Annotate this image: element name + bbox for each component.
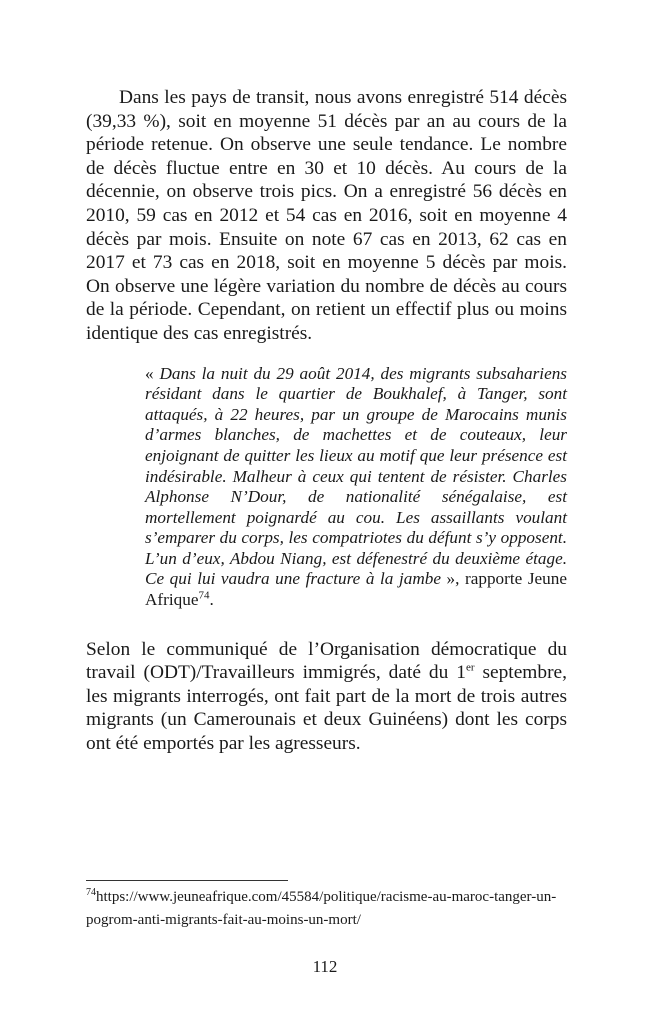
quote-attribution: », rapporte Jeune Afrique <box>145 569 567 610</box>
block-quote <box>145 364 567 611</box>
paragraph-odt-communique <box>86 638 567 756</box>
footnote <box>86 886 567 932</box>
paragraph-transit-deaths: Dans les pays de transit, nous avons enregistré 514 décès (39,33 %), soit en moyenne 51 décès par an au cours de la période retenue. On observe une seule tendance. Le nombre de décès fluctue entre en 30 et 10 décès. Au cours de la décennie, on observe trois pics. On a enregistré 56 décès en 2010, 59 cas en 2012 et 54 cas en 2016, soit en moyenne 4 décès par mois. Ensuite on note 67 cas en 2013, 62 cas en 2017 et 73 cas en 2018, soit en moyenne 5 décès par mois. On observe une légère variation du nombre de décès au cours de la période. Cependant, on retient un effectif plus ou moins identique des cas enregistrés. <box>86 87 567 344</box>
quote-open-mark: « <box>145 363 160 383</box>
page-body <box>86 86 567 756</box>
footnote-divider <box>86 880 288 881</box>
page-number: 112 <box>312 957 338 976</box>
footnote-reference[interactable]: 74 <box>198 589 210 602</box>
paragraph2-text-end: septembre, les migrants interrogés, ont fait part de la mort de trois autres migrants (un Camerounais et deux Guinéens) dont les corps ont été emportés par les agresseurs. <box>86 662 567 755</box>
quote-italic-text: Dans la nuit du 29 août 2014, des migrants subsahariens résidant dans le quartier de Boukhalef, à Tanger, sont attaqués, à 22 heures, par un groupe de Marocains munis d’armes blanches, de machettes et de couteaux, leur enjoignant de quitter les lieux au motif que leur présence est indésirable. Malheur à ceux qui tentent de résister. Charles Alphonse N’Dour, de nationalité sénégalaise, est mortellement poignardé au cou. Les assaillants voulant s’emparer du corps, les compatriotes du défunt s’y opposent. L’un d’eux, Abdou Niang, est défenestré du deuxième étage. Ce qui lui vaudra une fracture à la jambe <box>145 363 567 589</box>
paragraph2-text-start: Selon le communiqué de l’Organisation démocratique du travail (ODT)/Travailleurs immigrés, daté du 1 <box>86 638 567 684</box>
footnote-number: 74 <box>86 887 96 898</box>
quote-end-period: . <box>209 590 214 610</box>
footnote-url[interactable]: https://www.jeuneafrique.com/45584/politique/racisme-au-maroc-tanger-un-pogrom-anti-migrants-fait-au-moins-un-mort/ <box>86 889 557 928</box>
ordinal-superscript: er <box>465 661 475 674</box>
